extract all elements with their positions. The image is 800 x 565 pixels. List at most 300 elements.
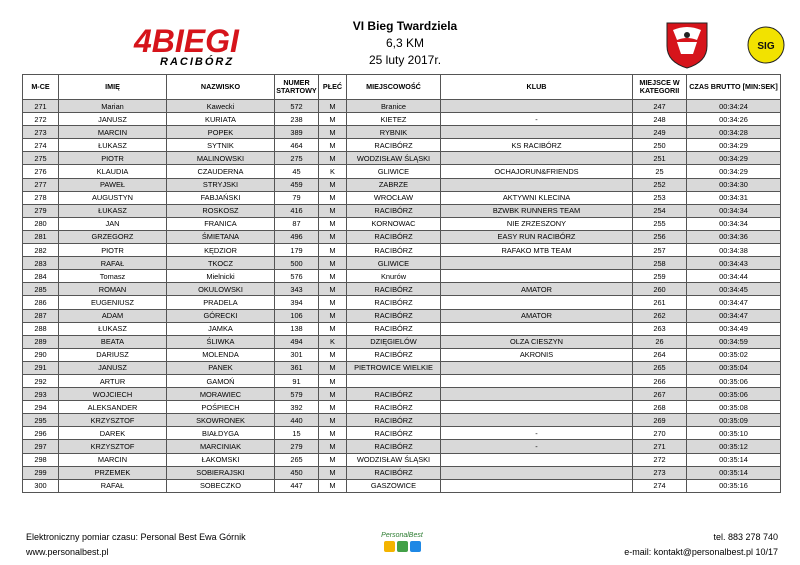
table-row bbox=[23, 152, 781, 165]
cell-place: 293 bbox=[23, 388, 59, 401]
cell-club bbox=[441, 178, 633, 191]
cell-city: GASZOWICE bbox=[347, 479, 441, 492]
event-distance: 6,3 KM bbox=[385, 36, 424, 50]
cell-first-name: ROMAN bbox=[59, 283, 167, 296]
cell-bib-number: 389 bbox=[275, 126, 319, 139]
cell-sex: M bbox=[319, 466, 347, 479]
run-icon bbox=[410, 541, 421, 552]
cell-last-name: ŁAKOMSKI bbox=[167, 453, 275, 466]
cell-bib-number: 494 bbox=[275, 335, 319, 348]
cell-first-name: ALEKSANDER bbox=[59, 401, 167, 414]
cell-first-name: RAFAŁ bbox=[59, 257, 167, 270]
cell-place: 295 bbox=[23, 414, 59, 427]
col-header-club: KLUB bbox=[441, 75, 633, 100]
cell-category-place: 256 bbox=[633, 230, 687, 243]
col-header-bib-number: NUMER STARTOWY bbox=[275, 75, 319, 100]
cell-place: 300 bbox=[23, 479, 59, 492]
col-header-gross-time: CZAS BRUTTO [MIN:SEK] bbox=[687, 75, 781, 100]
cell-bib-number: 343 bbox=[275, 283, 319, 296]
cell-last-name: KĘDZIOR bbox=[167, 244, 275, 257]
cell-place: 298 bbox=[23, 453, 59, 466]
cell-sex: M bbox=[319, 388, 347, 401]
cell-last-name: TKOCZ bbox=[167, 257, 275, 270]
cell-category-place: 251 bbox=[633, 152, 687, 165]
cell-bib-number: 392 bbox=[275, 401, 319, 414]
event-title-block bbox=[320, 18, 490, 69]
cell-last-name: JAMKA bbox=[167, 322, 275, 335]
cell-place: 278 bbox=[23, 191, 59, 204]
cell-category-place: 270 bbox=[633, 427, 687, 440]
cell-bib-number: 440 bbox=[275, 414, 319, 427]
cell-sex: M bbox=[319, 414, 347, 427]
cell-first-name: Tomasz bbox=[59, 270, 167, 283]
cell-first-name: PIOTR bbox=[59, 152, 167, 165]
cell-category-place: 261 bbox=[633, 296, 687, 309]
event-name: VI Bieg Twardziela bbox=[352, 19, 458, 33]
cell-city: GLIWICE bbox=[347, 165, 441, 178]
cell-gross-time: 00:35:06 bbox=[687, 388, 781, 401]
raciborz-coat-of-arms-icon bbox=[663, 20, 711, 70]
cell-last-name: POŚPIECH bbox=[167, 401, 275, 414]
cell-first-name: MARCIN bbox=[59, 453, 167, 466]
cell-gross-time: 00:35:06 bbox=[687, 374, 781, 387]
cell-bib-number: 45 bbox=[275, 165, 319, 178]
cell-bib-number: 579 bbox=[275, 388, 319, 401]
cell-city: RACIBÓRZ bbox=[347, 414, 441, 427]
cell-last-name: ŚLIWKA bbox=[167, 335, 275, 348]
cell-category-place: 263 bbox=[633, 322, 687, 335]
cell-gross-time: 00:35:16 bbox=[687, 479, 781, 492]
cell-sex: M bbox=[319, 440, 347, 453]
col-header-category-place: MIEJSCE W KATEGORII bbox=[633, 75, 687, 100]
page-header bbox=[0, 0, 800, 74]
col-header-city: MIEJSCOWOŚĆ bbox=[347, 75, 441, 100]
cell-first-name: ŁUKASZ bbox=[59, 322, 167, 335]
cell-first-name: PIOTR bbox=[59, 244, 167, 257]
cell-category-place: 253 bbox=[633, 191, 687, 204]
cell-place: 276 bbox=[23, 165, 59, 178]
col-header-first-name: IMIĘ bbox=[59, 75, 167, 100]
cell-category-place: 252 bbox=[633, 178, 687, 191]
cell-first-name: ADAM bbox=[59, 309, 167, 322]
cell-sex: M bbox=[319, 257, 347, 270]
bike-icon bbox=[397, 541, 408, 552]
cell-bib-number: 394 bbox=[275, 296, 319, 309]
cell-first-name: KRZYSZTOF bbox=[59, 414, 167, 427]
cell-city: RACIBÓRZ bbox=[347, 139, 441, 152]
cell-place: 296 bbox=[23, 427, 59, 440]
cell-sex: M bbox=[319, 401, 347, 414]
cell-bib-number: 576 bbox=[275, 270, 319, 283]
cell-city: WODZISŁAW ŚLĄSKI bbox=[347, 453, 441, 466]
cell-club: BZWBK RUNNERS TEAM bbox=[441, 204, 633, 217]
cell-last-name: MORAWIEC bbox=[167, 388, 275, 401]
cell-place: 286 bbox=[23, 296, 59, 309]
cell-sex: M bbox=[319, 479, 347, 492]
cell-last-name: BIAŁDYGA bbox=[167, 427, 275, 440]
4biegi-raciborz-logo bbox=[130, 22, 270, 68]
cell-club bbox=[441, 100, 633, 113]
cell-city: RACIBÓRZ bbox=[347, 427, 441, 440]
cell-bib-number: 450 bbox=[275, 466, 319, 479]
cell-category-place: 260 bbox=[633, 283, 687, 296]
cell-place: 284 bbox=[23, 270, 59, 283]
cell-place: 283 bbox=[23, 257, 59, 270]
cell-club: - bbox=[441, 440, 633, 453]
cell-city: DZIĘGIELÓW bbox=[347, 335, 441, 348]
cell-first-name: MARCIN bbox=[59, 126, 167, 139]
table-row bbox=[23, 453, 781, 466]
cell-last-name: POPEK bbox=[167, 126, 275, 139]
col-header-last-name: NAZWISKO bbox=[167, 75, 275, 100]
cell-sex: M bbox=[319, 126, 347, 139]
table-row bbox=[23, 113, 781, 126]
table-row bbox=[23, 257, 781, 270]
cell-place: 272 bbox=[23, 113, 59, 126]
cell-bib-number: 87 bbox=[275, 217, 319, 230]
table-row bbox=[23, 374, 781, 387]
cell-last-name: CZAUDERNA bbox=[167, 165, 275, 178]
cell-first-name: GRZEGORZ bbox=[59, 230, 167, 243]
table-row bbox=[23, 348, 781, 361]
cell-bib-number: 361 bbox=[275, 361, 319, 374]
table-row bbox=[23, 296, 781, 309]
contact-email-and-page: e-mail: kontakt@personalbest.pl 10/17 bbox=[624, 547, 778, 557]
cell-city: RACIBÓRZ bbox=[347, 283, 441, 296]
cell-category-place: 255 bbox=[633, 217, 687, 230]
cell-sex: M bbox=[319, 374, 347, 387]
table-row bbox=[23, 126, 781, 139]
cell-last-name: SYTNIK bbox=[167, 139, 275, 152]
cell-category-place: 259 bbox=[633, 270, 687, 283]
cell-club bbox=[441, 466, 633, 479]
cell-place: 274 bbox=[23, 139, 59, 152]
cell-last-name: ŚMIETANA bbox=[167, 230, 275, 243]
cell-gross-time: 00:34:31 bbox=[687, 191, 781, 204]
sig-logo-text: SIG bbox=[757, 41, 775, 52]
cell-last-name: MOLENDA bbox=[167, 348, 275, 361]
cell-bib-number: 447 bbox=[275, 479, 319, 492]
cell-club: NIE ZRZESZONY bbox=[441, 217, 633, 230]
cell-first-name: EUGENIUSZ bbox=[59, 296, 167, 309]
cell-city: Knurów bbox=[347, 270, 441, 283]
cell-category-place: 271 bbox=[633, 440, 687, 453]
cell-category-place: 247 bbox=[633, 100, 687, 113]
page-footer bbox=[0, 524, 800, 565]
cell-gross-time: 00:35:12 bbox=[687, 440, 781, 453]
provider-website-link[interactable]: www.personalbest.pl bbox=[26, 547, 109, 557]
cell-category-place: 257 bbox=[633, 244, 687, 257]
cell-bib-number: 91 bbox=[275, 374, 319, 387]
cell-city: RACIBÓRZ bbox=[347, 309, 441, 322]
cell-gross-time: 00:35:09 bbox=[687, 414, 781, 427]
personal-best-logo bbox=[372, 528, 432, 562]
cell-city: RACIBÓRZ bbox=[347, 244, 441, 257]
cell-city: RACIBÓRZ bbox=[347, 204, 441, 217]
cell-bib-number: 500 bbox=[275, 257, 319, 270]
cell-sex: M bbox=[319, 309, 347, 322]
cell-city: PIETROWICE WIELKIE bbox=[347, 361, 441, 374]
cell-gross-time: 00:35:02 bbox=[687, 348, 781, 361]
cell-last-name: Mielnicki bbox=[167, 270, 275, 283]
table-row bbox=[23, 479, 781, 492]
cell-gross-time: 00:35:14 bbox=[687, 466, 781, 479]
cell-place: 273 bbox=[23, 126, 59, 139]
cell-gross-time: 00:34:59 bbox=[687, 335, 781, 348]
cell-place: 275 bbox=[23, 152, 59, 165]
footer-left bbox=[26, 530, 246, 560]
cell-first-name: WOJCIECH bbox=[59, 388, 167, 401]
cell-place: 281 bbox=[23, 230, 59, 243]
table-row bbox=[23, 388, 781, 401]
cell-gross-time: 00:34:38 bbox=[687, 244, 781, 257]
cell-sex: M bbox=[319, 348, 347, 361]
cell-first-name: RAFAŁ bbox=[59, 479, 167, 492]
cell-gross-time: 00:35:08 bbox=[687, 401, 781, 414]
cell-first-name: JAN bbox=[59, 217, 167, 230]
table-row bbox=[23, 427, 781, 440]
cell-category-place: 274 bbox=[633, 479, 687, 492]
cell-category-place: 25 bbox=[633, 165, 687, 178]
cell-bib-number: 279 bbox=[275, 440, 319, 453]
personal-best-logo-text: PersonalBest bbox=[381, 532, 423, 539]
results-table bbox=[22, 74, 781, 493]
cell-sex: M bbox=[319, 152, 347, 165]
cell-city: RACIBÓRZ bbox=[347, 466, 441, 479]
cell-club: - bbox=[441, 113, 633, 126]
cell-club: EASY RUN RACIBÓRZ bbox=[441, 230, 633, 243]
cell-sex: M bbox=[319, 453, 347, 466]
cell-club bbox=[441, 270, 633, 283]
cell-gross-time: 00:34:34 bbox=[687, 217, 781, 230]
table-row bbox=[23, 270, 781, 283]
cell-first-name: ŁUKASZ bbox=[59, 139, 167, 152]
timing-provider-text: Elektroniczny pomiar czasu: Personal Best Ewa Górnik bbox=[26, 532, 246, 542]
cell-bib-number: 179 bbox=[275, 244, 319, 257]
swim-icon bbox=[384, 541, 395, 552]
cell-club: OCHAJORUN&FRIENDS bbox=[441, 165, 633, 178]
cell-city: WODZISŁAW ŚLĄSKI bbox=[347, 152, 441, 165]
cell-place: 285 bbox=[23, 283, 59, 296]
cell-club bbox=[441, 361, 633, 374]
cell-gross-time: 00:34:47 bbox=[687, 309, 781, 322]
cell-first-name: AUGUSTYN bbox=[59, 191, 167, 204]
cell-gross-time: 00:34:29 bbox=[687, 139, 781, 152]
results-table-body bbox=[23, 100, 781, 493]
cell-place: 297 bbox=[23, 440, 59, 453]
cell-place: 299 bbox=[23, 466, 59, 479]
cell-category-place: 272 bbox=[633, 453, 687, 466]
cell-sex: M bbox=[319, 230, 347, 243]
cell-gross-time: 00:34:26 bbox=[687, 113, 781, 126]
cell-gross-time: 00:34:29 bbox=[687, 165, 781, 178]
cell-first-name: BEATA bbox=[59, 335, 167, 348]
cell-city: RACIBÓRZ bbox=[347, 296, 441, 309]
footer-right bbox=[624, 530, 778, 560]
cell-last-name: PRADELA bbox=[167, 296, 275, 309]
cell-category-place: 267 bbox=[633, 388, 687, 401]
cell-first-name: JANUSZ bbox=[59, 361, 167, 374]
cell-place: 287 bbox=[23, 309, 59, 322]
cell-last-name: FRANICA bbox=[167, 217, 275, 230]
cell-place: 289 bbox=[23, 335, 59, 348]
cell-sex: K bbox=[319, 165, 347, 178]
cell-city: WROCŁAW bbox=[347, 191, 441, 204]
cell-sex: M bbox=[319, 296, 347, 309]
cell-category-place: 258 bbox=[633, 257, 687, 270]
cell-city: RACIBÓRZ bbox=[347, 322, 441, 335]
cell-first-name: PRZEMEK bbox=[59, 466, 167, 479]
cell-club: AMATOR bbox=[441, 309, 633, 322]
logo-main-text: 4BIEGI bbox=[134, 23, 239, 59]
cell-club bbox=[441, 414, 633, 427]
cell-first-name: ŁUKASZ bbox=[59, 204, 167, 217]
cell-club bbox=[441, 152, 633, 165]
cell-category-place: 26 bbox=[633, 335, 687, 348]
event-date: 25 luty 2017r. bbox=[368, 53, 442, 67]
cell-last-name: SOBIERAJSKI bbox=[167, 466, 275, 479]
cell-last-name: OKULOWSKI bbox=[167, 283, 275, 296]
cell-bib-number: 265 bbox=[275, 453, 319, 466]
cell-city: RACIBÓRZ bbox=[347, 348, 441, 361]
cell-club: AKTYWNI KLECINA bbox=[441, 191, 633, 204]
cell-club bbox=[441, 453, 633, 466]
cell-club bbox=[441, 388, 633, 401]
table-row bbox=[23, 217, 781, 230]
cell-bib-number: 138 bbox=[275, 322, 319, 335]
table-row bbox=[23, 100, 781, 113]
cell-club bbox=[441, 401, 633, 414]
cell-first-name: DAREK bbox=[59, 427, 167, 440]
cell-last-name: SKOWRONEK bbox=[167, 414, 275, 427]
table-row bbox=[23, 361, 781, 374]
cell-gross-time: 00:34:24 bbox=[687, 100, 781, 113]
cell-bib-number: 496 bbox=[275, 230, 319, 243]
cell-sex: M bbox=[319, 270, 347, 283]
cell-city: RACIBÓRZ bbox=[347, 440, 441, 453]
cell-club: AKRONIS bbox=[441, 348, 633, 361]
table-row bbox=[23, 414, 781, 427]
cell-club bbox=[441, 374, 633, 387]
cell-city: GLIWICE bbox=[347, 257, 441, 270]
table-row bbox=[23, 165, 781, 178]
cell-city bbox=[347, 374, 441, 387]
table-row bbox=[23, 191, 781, 204]
cell-first-name: Marian bbox=[59, 100, 167, 113]
table-row bbox=[23, 230, 781, 243]
cell-club: AMATOR bbox=[441, 283, 633, 296]
cell-first-name: PAWEŁ bbox=[59, 178, 167, 191]
cell-place: 294 bbox=[23, 401, 59, 414]
cell-gross-time: 00:34:47 bbox=[687, 296, 781, 309]
cell-place: 282 bbox=[23, 244, 59, 257]
col-header-sex: PŁEĆ bbox=[319, 75, 347, 100]
cell-city: KIETEZ bbox=[347, 113, 441, 126]
cell-gross-time: 00:34:30 bbox=[687, 178, 781, 191]
cell-gross-time: 00:34:28 bbox=[687, 126, 781, 139]
cell-category-place: 254 bbox=[633, 204, 687, 217]
cell-bib-number: 464 bbox=[275, 139, 319, 152]
cell-bib-number: 459 bbox=[275, 178, 319, 191]
cell-club: OLZA CIESZYN bbox=[441, 335, 633, 348]
cell-place: 277 bbox=[23, 178, 59, 191]
cell-gross-time: 00:35:14 bbox=[687, 453, 781, 466]
cell-gross-time: 00:34:29 bbox=[687, 152, 781, 165]
cell-category-place: 268 bbox=[633, 401, 687, 414]
cell-first-name: DARIUSZ bbox=[59, 348, 167, 361]
cell-last-name: SOBECZKO bbox=[167, 479, 275, 492]
cell-category-place: 266 bbox=[633, 374, 687, 387]
cell-city: ZABRZE bbox=[347, 178, 441, 191]
cell-club bbox=[441, 257, 633, 270]
cell-last-name: GAMOŃ bbox=[167, 374, 275, 387]
cell-gross-time: 00:34:36 bbox=[687, 230, 781, 243]
table-header-row bbox=[23, 75, 781, 100]
cell-last-name: GÓRECKI bbox=[167, 309, 275, 322]
cell-club bbox=[441, 296, 633, 309]
cell-club bbox=[441, 479, 633, 492]
sig-logo-icon bbox=[747, 26, 785, 64]
cell-bib-number: 275 bbox=[275, 152, 319, 165]
cell-sex: M bbox=[319, 244, 347, 257]
cell-city: RACIBÓRZ bbox=[347, 230, 441, 243]
cell-bib-number: 572 bbox=[275, 100, 319, 113]
cell-place: 291 bbox=[23, 361, 59, 374]
cell-place: 290 bbox=[23, 348, 59, 361]
table-row bbox=[23, 244, 781, 257]
cell-bib-number: 416 bbox=[275, 204, 319, 217]
cell-city: RACIBÓRZ bbox=[347, 401, 441, 414]
table-row bbox=[23, 178, 781, 191]
cell-sex: M bbox=[319, 283, 347, 296]
cell-last-name: STRYJSKI bbox=[167, 178, 275, 191]
cell-category-place: 265 bbox=[633, 361, 687, 374]
table-row bbox=[23, 440, 781, 453]
cell-category-place: 262 bbox=[633, 309, 687, 322]
cell-first-name: ARTUR bbox=[59, 374, 167, 387]
cell-sex: M bbox=[319, 178, 347, 191]
cell-sex: M bbox=[319, 191, 347, 204]
cell-bib-number: 15 bbox=[275, 427, 319, 440]
cell-sex: M bbox=[319, 139, 347, 152]
table-row bbox=[23, 309, 781, 322]
table-row bbox=[23, 466, 781, 479]
cell-category-place: 249 bbox=[633, 126, 687, 139]
cell-bib-number: 106 bbox=[275, 309, 319, 322]
cell-club: KS RACIBÓRZ bbox=[441, 139, 633, 152]
cell-place: 288 bbox=[23, 322, 59, 335]
cell-gross-time: 00:34:44 bbox=[687, 270, 781, 283]
cell-last-name: KURIATA bbox=[167, 113, 275, 126]
cell-last-name: ROSKOSZ bbox=[167, 204, 275, 217]
cell-category-place: 250 bbox=[633, 139, 687, 152]
cell-club bbox=[441, 322, 633, 335]
cell-sex: M bbox=[319, 361, 347, 374]
cell-city: KORNOWAC bbox=[347, 217, 441, 230]
cell-gross-time: 00:35:04 bbox=[687, 361, 781, 374]
contact-phone: tel. 883 278 740 bbox=[713, 532, 778, 542]
cell-club: RAFAKO MTB TEAM bbox=[441, 244, 633, 257]
cell-city: RACIBÓRZ bbox=[347, 388, 441, 401]
col-header-place: M-CE bbox=[23, 75, 59, 100]
cell-category-place: 264 bbox=[633, 348, 687, 361]
cell-club: - bbox=[441, 427, 633, 440]
cell-place: 271 bbox=[23, 100, 59, 113]
cell-sex: M bbox=[319, 113, 347, 126]
cell-bib-number: 238 bbox=[275, 113, 319, 126]
table-row bbox=[23, 335, 781, 348]
cell-category-place: 269 bbox=[633, 414, 687, 427]
